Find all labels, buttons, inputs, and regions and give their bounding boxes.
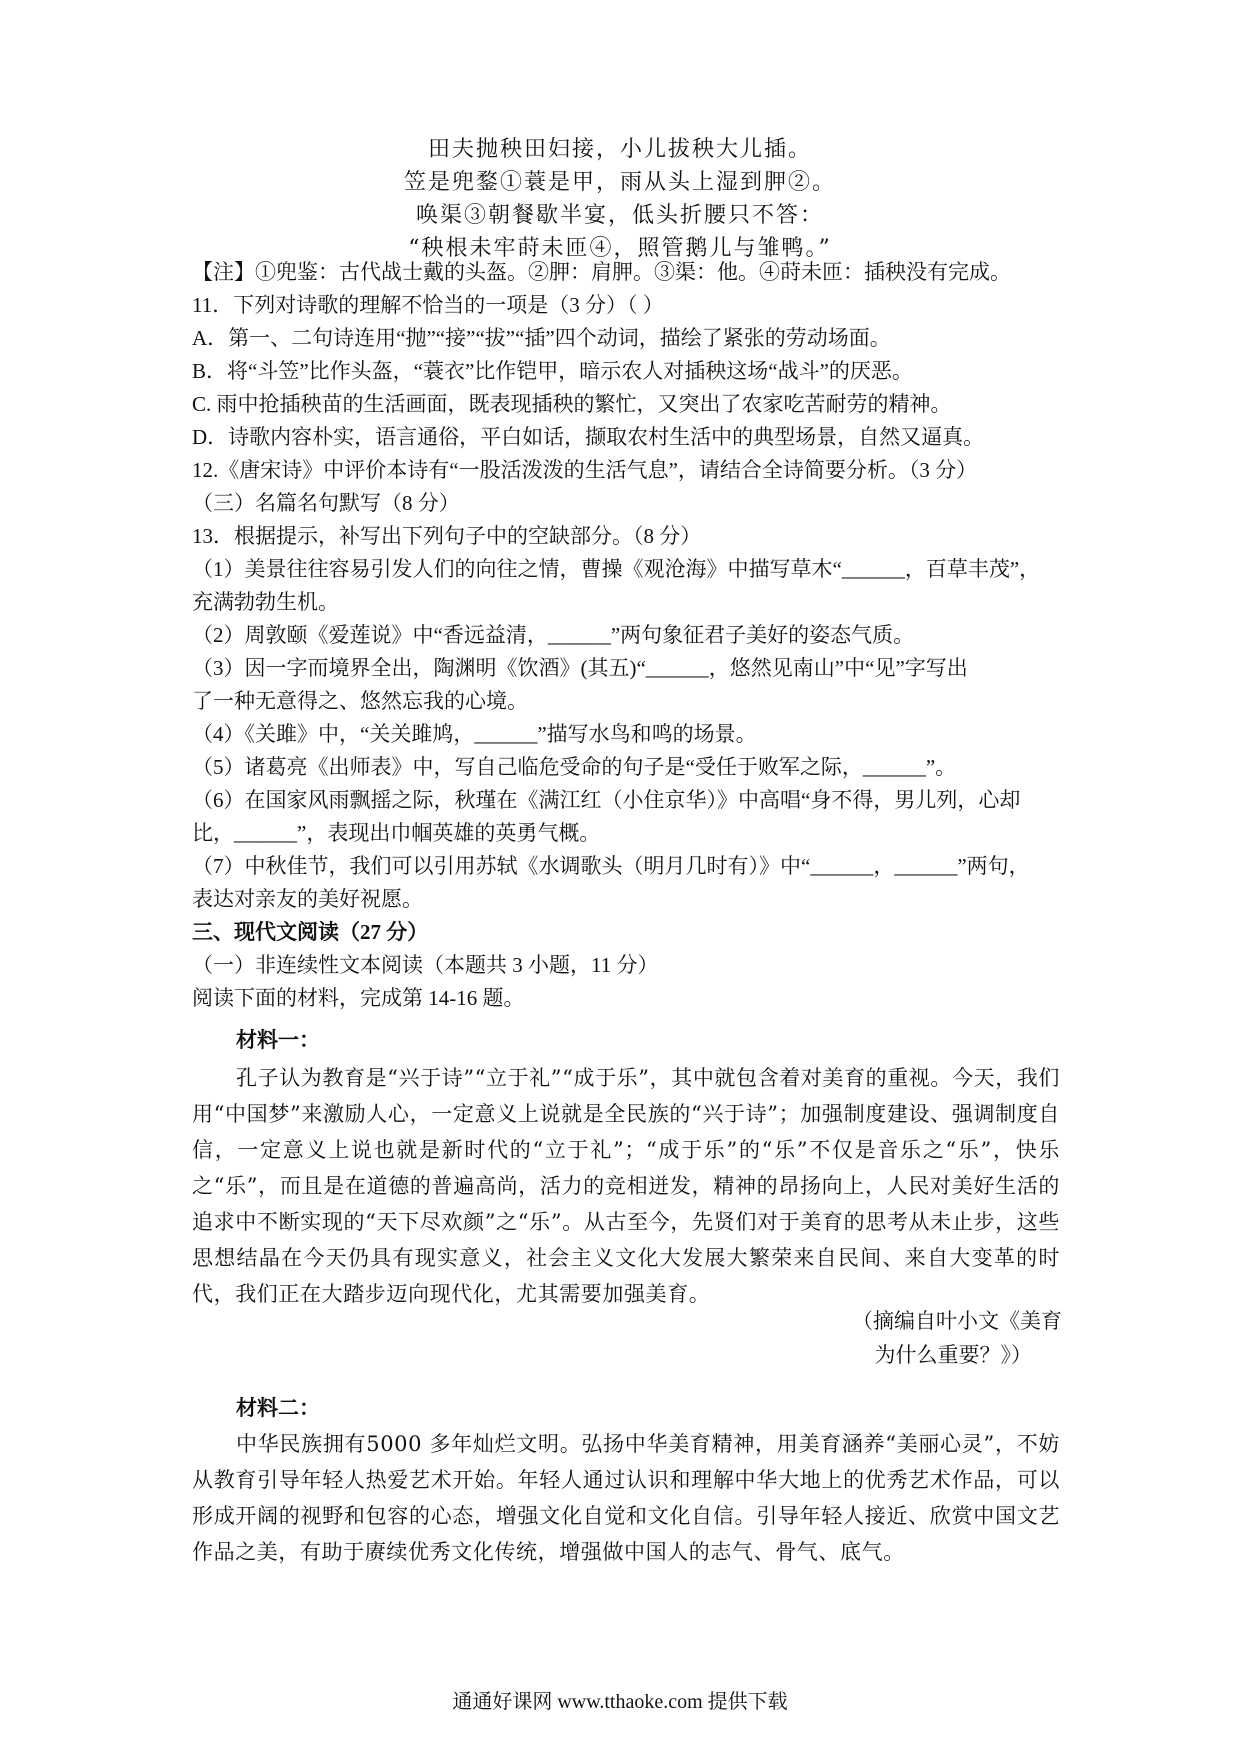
poem-line-4: “秧根未牢莳未匝④，照管鹅儿与雏鸭。” <box>408 236 832 261</box>
section-famous-quotes: （三）名篇名句默写（8 分） <box>192 491 460 515</box>
material-1-text: 孔子认为教育是“兴于诗”“立于礼”“成于乐”，其中就包含着对美育的重视。今天，我们用“中国梦”来激励人心，一定意义上说就是全民族的“兴于诗”；加强制度建设、强调制度自信，一定意义上说也就是新时代的“立于礼”；“成于乐”的“乐”不仅是音乐之“乐”，快乐之“乐”，而且是在道德的普遍高尚，活力的竞相迸发，精神的昂扬向上，人民对美好生活的追求中不断实现的“天下尽欢颜”之“乐”。从古至今，先贤们对于美育的思考从未止步，这些思想结晶在今天仍具有现实意义，社会主义文化大发展大繁荣来自民间、来自大变革的时代，我们正在大踏步迈向现代化，尤其需要加强美育。 <box>192 1066 1061 1306</box>
q11-option-c: C. 雨中抢插秧苗的生活画面，既表现插秧的繁忙，又突出了农家吃苦耐劳的精神。 <box>192 392 952 416</box>
poem-line-2: 笠是兜鍪①蓑是甲，雨从头上湿到胛②。 <box>403 170 836 195</box>
material-1-source-line-2: 为什么重要？》） <box>874 1343 1032 1367</box>
q13-item-6a: （6）在国家风雨飘摇之际，秋瑾在《满江红（小住京华）》中高唱“身不得，男儿列，心却 <box>192 788 1021 812</box>
q12-stem: 12.《唐宋诗》中评价本诗有“一股活泼泼的生活气息”，请结合全诗简要分析。（3 分） <box>192 458 978 482</box>
q13-item-1a: （1）美景往往容易引发人们的向往之情，曹操《观沧海》中描写草木“______，百草丰茂”， <box>192 557 1041 581</box>
section-instruction: 阅读下面的材料，完成第 14-16 题。 <box>192 986 525 1010</box>
q13-stem: 13．根据提示，补写出下列句子中的空缺部分。（8 分） <box>192 524 702 548</box>
material-2-text: 中华民族拥有5000 多年灿烂文明。弘扬中华美育精神，用美育涵养“美丽心灵”，不妨从教育引导年轻人热爱艺术开始。年轻人通过认识和理解中华大地上的优秀艺术作品，可以形成开阔的视野和包容的心态，增强文化自觉和文化自信。引导年轻人接近、欣赏中国文艺作品之美，有助于赓续优秀文化传统，增强做中国人的志气、骨气、底气。 <box>192 1432 1060 1564</box>
q13-item-5: （5）诸葛亮《出师表》中，写自己临危受命的句子是“受任于败军之际，______”。 <box>192 755 957 779</box>
q11-option-d: D．诗歌内容朴实，语言通俗，平白如话，撷取农村生活中的典型场景，自然又逼真。 <box>192 425 985 449</box>
section-subtitle-nonlinear: （一）非连续性文本阅读（本题共 3 小题，11 分） <box>192 953 659 977</box>
q13-item-3a: （3）因一字而境界全出，陶渊明《饮酒》(其五)“______，悠然见南山”中“见”字写出 <box>192 656 968 680</box>
q13-item-2: （2）周敦颐《爱莲说》中“香远益清，______”两句象征君子美好的姿态气质。 <box>192 623 915 647</box>
q13-item-7a: （7）中秋佳节，我们可以引用苏轼《水调歌头（明月几时有）》中“______，______”两句， <box>192 854 1030 878</box>
material-2-title: 材料二： <box>236 1396 320 1420</box>
q13-item-3b: 了一种无意得之、悠然忘我的心境。 <box>192 689 528 713</box>
poem-line-3: 唤渠③朝餐歇半宴，低头折腰只不答： <box>415 203 824 228</box>
q13-item-1b: 充满勃勃生机。 <box>192 590 339 614</box>
q13-item-7b: 表达对亲友的美好祝愿。 <box>192 887 423 911</box>
page-footer: 通通好课网 www.tthaoke.com 提供下载 <box>452 1691 788 1713</box>
material-1-source-line-1: （摘编自叶小文《美育 <box>852 1309 1062 1333</box>
q13-item-6b: 比，______”，表现出巾帼英雄的英勇气概。 <box>192 821 601 845</box>
material-1-title: 材料一： <box>236 1028 320 1052</box>
q13-item-4: （4）《关雎》中，“关关雎鸠，______”描写水鸟和鸣的场景。 <box>192 722 757 746</box>
section-title-modern-reading: 三、现代文阅读（27 分） <box>192 920 429 944</box>
q11-option-a: A．第一、二句诗连用“抛”“接”“拔”“插”四个动词，描绘了紧张的劳动场面。 <box>192 326 891 350</box>
q11-stem: 11．下列对诗歌的理解不恰当的一项是（3 分）（ ） <box>192 293 664 317</box>
q11-option-b: B．将“斗笠”比作头盔，“蓑衣”比作铠甲，暗示农人对插秧这场“战斗”的厌恶。 <box>192 359 913 383</box>
poem-line-1: 田夫抛秧田妇接，小儿拔秧大儿插。 <box>427 137 812 162</box>
poem-note: 【注】①兜鉴：古代战士戴的头盔。②胛：肩胛。③渠：他。④莳未匝：插秧没有完成。 <box>192 260 1011 284</box>
